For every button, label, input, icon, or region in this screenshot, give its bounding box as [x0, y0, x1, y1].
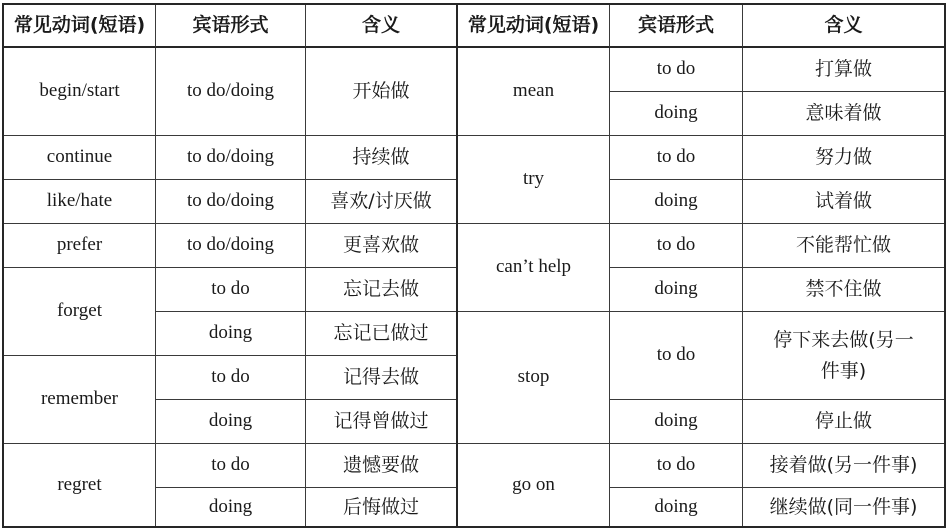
form-cant-help-doing: doing [610, 268, 743, 312]
meaning-try-doing: 试着做 [743, 180, 944, 224]
form-regret-doing: doing [156, 488, 306, 526]
form-stop-to-do: to do [610, 312, 743, 400]
meaning-forget-to-do: 忘记去做 [306, 268, 456, 312]
form-cant-help-to-do: to do [610, 224, 743, 268]
verb-prefer: prefer [4, 224, 156, 268]
form-stop-doing: doing [610, 400, 743, 444]
meaning-go-on-to-do: 接着做(另一件事) [743, 444, 944, 488]
verb-continue: continue [4, 136, 156, 180]
form-mean-doing: doing [610, 92, 743, 136]
verb-forget: forget [4, 268, 156, 356]
meaning-prefer: 更喜欢做 [306, 224, 456, 268]
meaning-mean-doing: 意味着做 [743, 92, 944, 136]
form-remember-doing: doing [156, 400, 306, 444]
form-begin-start: to do/doing [156, 48, 306, 136]
form-go-on-doing: doing [610, 488, 743, 526]
verb-remember: remember [4, 356, 156, 444]
verb-mean: mean [458, 48, 610, 136]
verb-like-hate: like/hate [4, 180, 156, 224]
meaning-remember-to-do: 记得去做 [306, 356, 456, 400]
verb-cant-help: can’t help [458, 224, 610, 312]
header-verb-right: 常见动词(短语) [458, 5, 610, 48]
meaning-stop-to-do-line1: 停下来去做(另一 [773, 329, 914, 352]
verb-stop: stop [458, 312, 610, 444]
meaning-regret-doing: 后悔做过 [342, 495, 419, 518]
form-like-hate: to do/doing [156, 180, 306, 224]
form-go-on-to-do: to do [610, 444, 743, 488]
verb-go-on: go on [458, 444, 610, 526]
right-table [456, 3, 946, 528]
verb-try: try [458, 136, 610, 224]
form-forget-doing: doing [156, 312, 306, 356]
meaning-like-hate: 喜欢/讨厌做 [306, 180, 456, 224]
header-object-form-right: 宾语形式 [610, 5, 743, 48]
meaning-try-to-do: 努力做 [743, 136, 944, 180]
header-meaning-right: 含义 [743, 5, 944, 48]
meaning-forget-doing: 忘记已做过 [306, 312, 456, 356]
header-object-form: 宾语形式 [156, 5, 306, 48]
meaning-mean-to-do: 打算做 [743, 48, 944, 92]
form-remember-to-do: to do [156, 356, 306, 400]
form-continue: to do/doing [156, 136, 306, 180]
meaning-cant-help-doing: 禁不住做 [743, 268, 944, 312]
form-try-doing: doing [610, 180, 743, 224]
meaning-stop-doing: 停止做 [743, 400, 944, 444]
meaning-stop-to-do-line2: 件事) [820, 359, 867, 382]
meaning-regret-to-do: 遗憾要做 [306, 444, 456, 488]
form-try-to-do: to do [610, 136, 743, 180]
header-verb: 常见动词(短语) [4, 5, 156, 48]
left-table [2, 3, 458, 528]
meaning-stop-to-do [743, 312, 944, 400]
verb-regret: regret [4, 444, 156, 526]
meaning-remember-doing: 记得曾做过 [306, 400, 456, 444]
meaning-go-on-doing: 继续做(同一件事) [769, 495, 918, 518]
header-meaning: 含义 [306, 5, 456, 48]
form-prefer: to do/doing [156, 224, 306, 268]
meaning-cant-help-to-do: 不能帮忙做 [743, 224, 944, 268]
meaning-begin-start: 开始做 [306, 48, 456, 136]
meaning-continue: 持续做 [306, 136, 456, 180]
form-regret-to-do: to do [156, 444, 306, 488]
verb-begin-start: begin/start [4, 48, 156, 136]
form-mean-to-do: to do [610, 48, 743, 92]
form-forget-to-do: to do [156, 268, 306, 312]
